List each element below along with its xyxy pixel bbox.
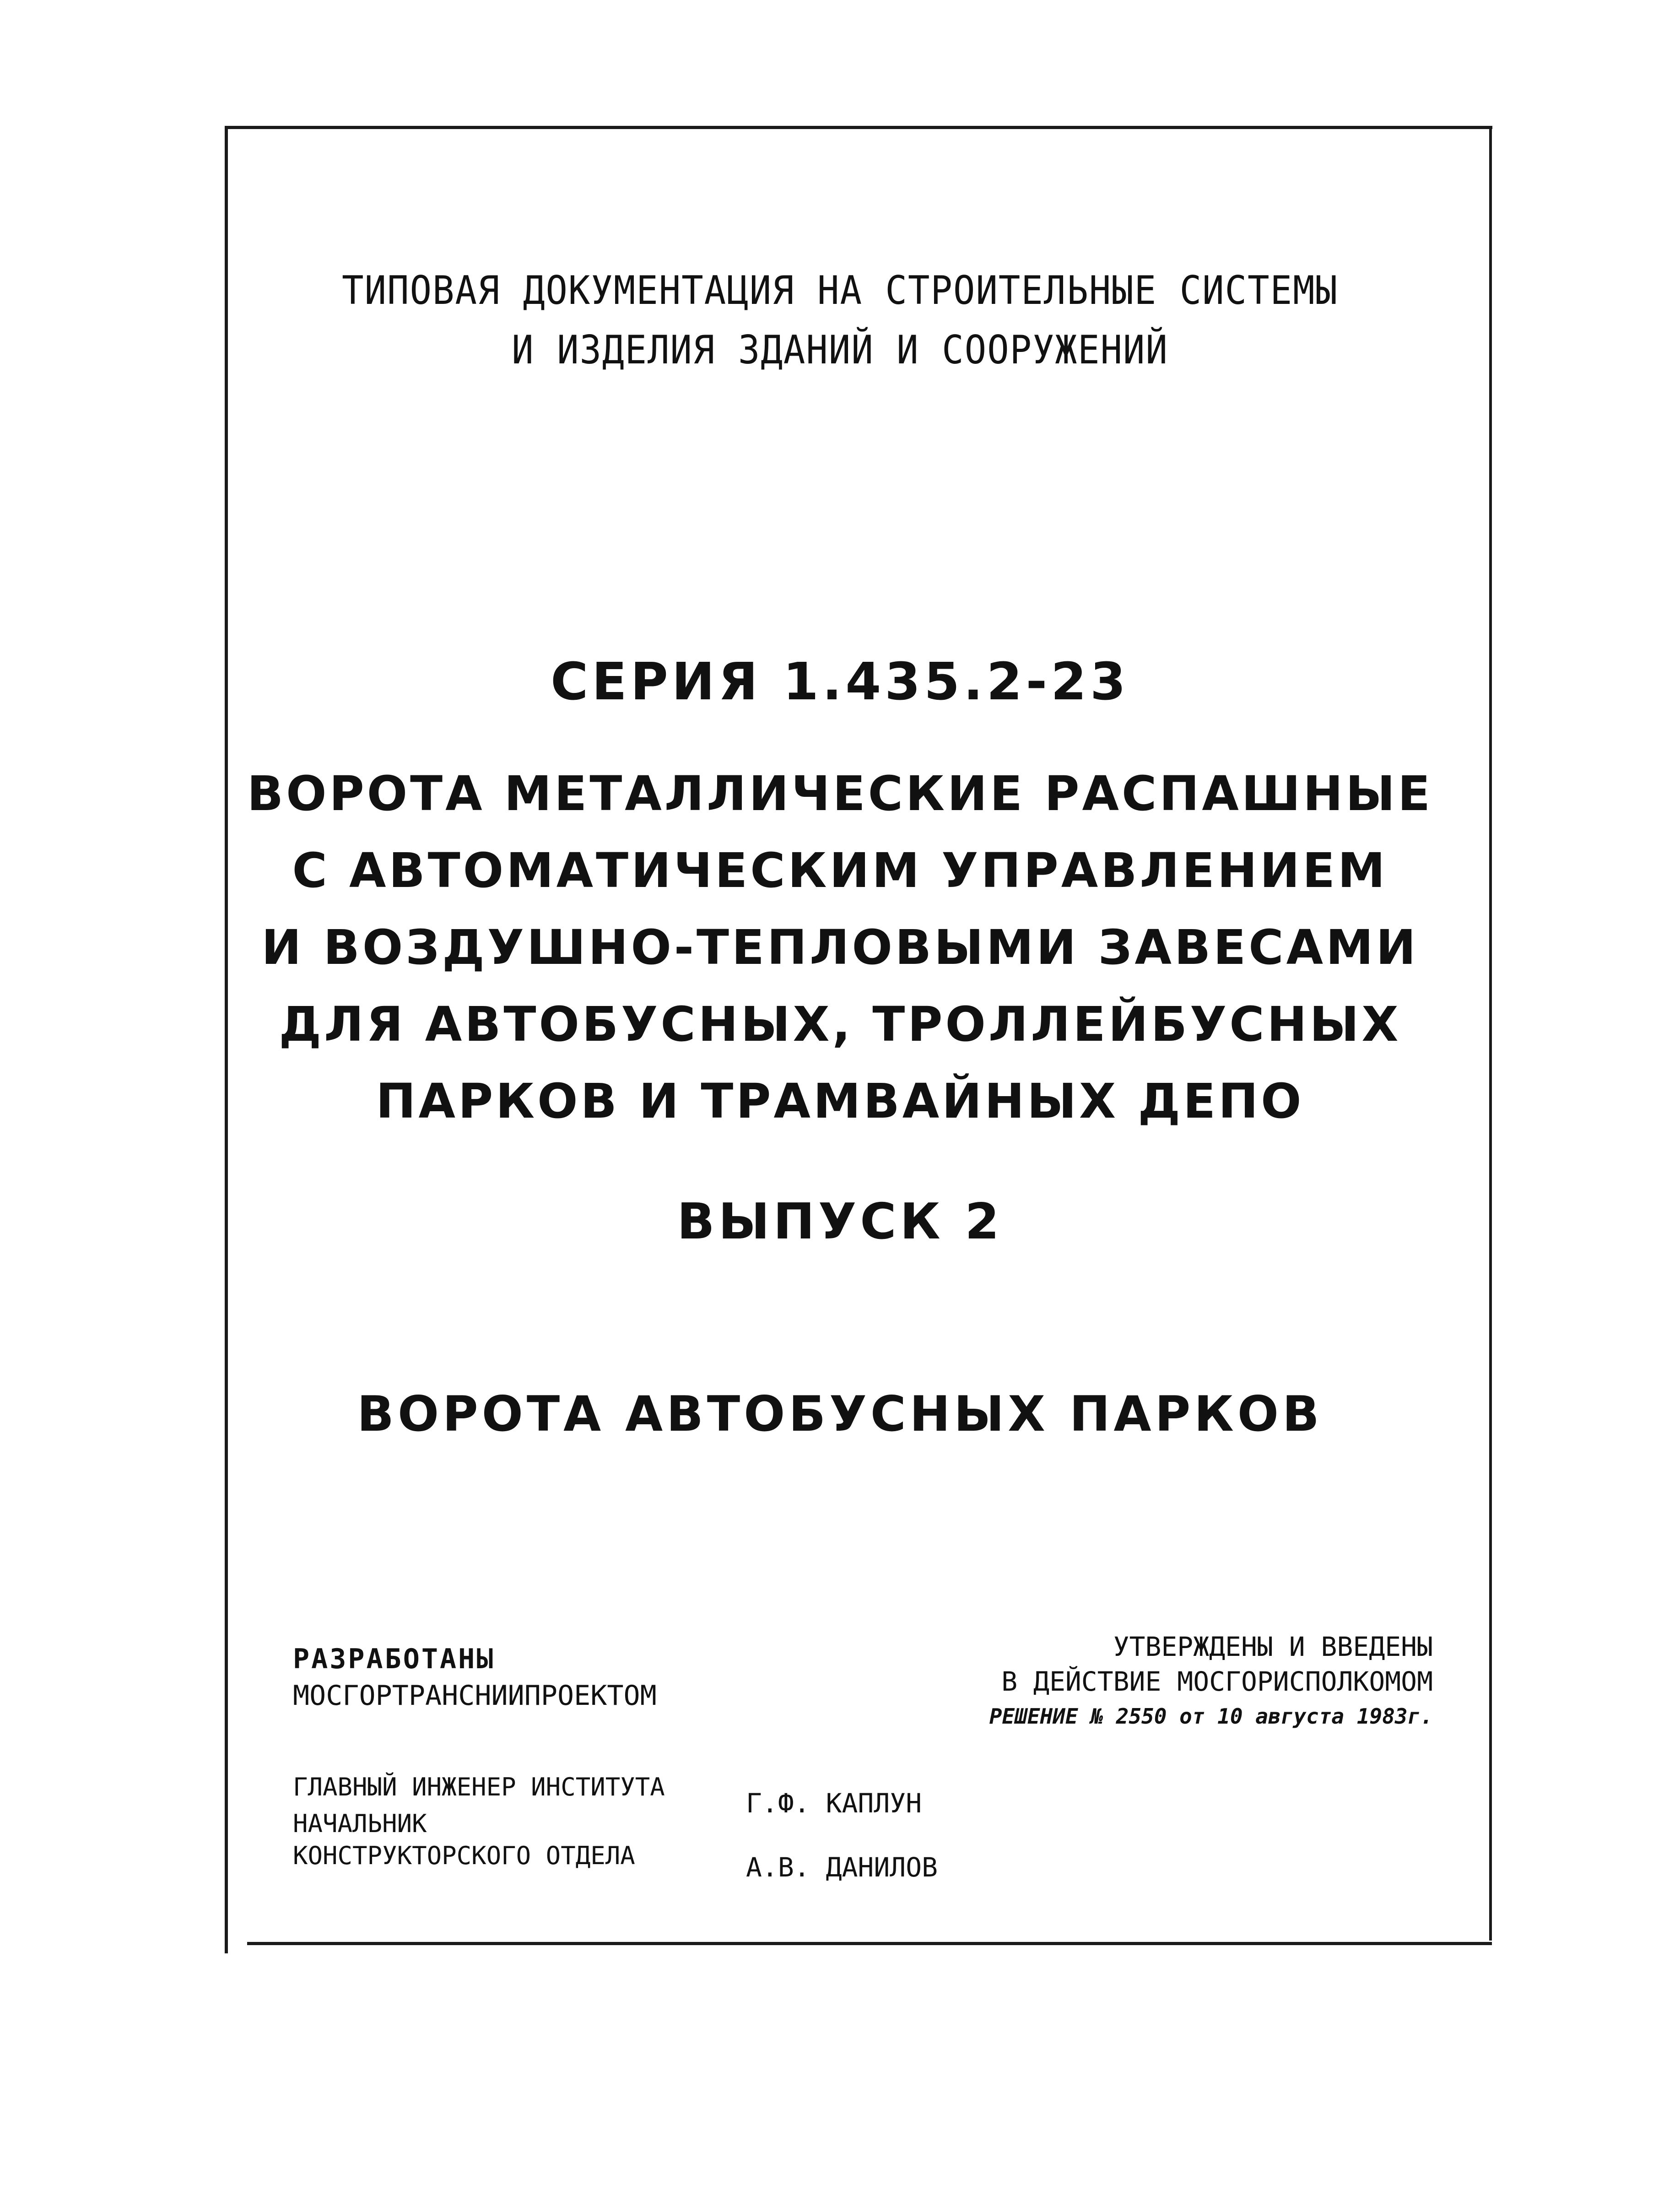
role-head-label: НАЧАЛЬНИК: [293, 1809, 427, 1838]
developed-by: [293, 1641, 657, 1714]
approval-block: [989, 1629, 1433, 1734]
title-line-2: С АВТОМАТИЧЕСКИМ УПРАВЛЕНИЕМ: [292, 843, 1388, 898]
frame-top-border: [225, 126, 1492, 129]
approval-line-2: В ДЕЙСТВИЕ МОСГОРИСПОЛКОМОМ: [1001, 1666, 1433, 1697]
name-dept-head: А.В. ДАНИЛОВ: [746, 1852, 938, 1883]
title-line-3: И ВОЗДУШНО-ТЕПЛОВЫМИ ЗАВЕСАМИ: [261, 919, 1419, 975]
name-chief-engineer: Г.Ф. КАПЛУН: [746, 1788, 922, 1819]
developed-label: РАЗРАБОТАНЫ: [293, 1643, 495, 1675]
header-line-1: ТИПОВАЯ ДОКУМЕНТАЦИЯ НА СТРОИТЕЛЬНЫЕ СИСТЕМЫ: [342, 268, 1338, 314]
approval-line-1: УТВЕРЖДЕНЫ И ВВЕДЕНЫ: [1113, 1631, 1433, 1662]
role-design-dept: КОНСТРУКТОРСКОГО ОТДЕЛА: [293, 1841, 635, 1870]
title-line-4: ДЛЯ АВТОБУСНЫХ, ТРОЛЛЕЙБУСНЫХ: [279, 996, 1401, 1052]
title-line-5: ПАРКОВ И ТРАМВАЙНЫХ ДЕПО: [376, 1073, 1304, 1129]
developer-org: МОСГОРТРАНСНИИПРОЕКТОМ: [293, 1680, 657, 1712]
document-title: [0, 755, 1680, 1140]
signature-names: [746, 1771, 938, 1899]
header-line-2: И ИЗДЕЛИЯ ЗДАНИЙ И СООРУЖЕНИЙ: [512, 327, 1168, 373]
issue-number: ВЫПУСК 2: [677, 1193, 1003, 1250]
document-subtitle: ВОРОТА АВТОБУСНЫХ ПАРКОВ: [357, 1386, 1323, 1442]
document-header: [67, 261, 1613, 380]
approval-decision: РЕШЕНИЕ № 2550 от 10 августа 1983г.: [989, 1704, 1433, 1729]
frame-bottom-border: [247, 1942, 1492, 1945]
signature-roles: [293, 1771, 665, 1872]
title-line-1: ВОРОТА МЕТАЛЛИЧЕСКИЕ РАСПАШНЫЕ: [247, 766, 1433, 822]
series-number: СЕРИЯ 1.435.2-23: [551, 652, 1129, 712]
role-chief-engineer: ГЛАВНЫЙ ИНЖЕНЕР ИНСТИТУТА: [293, 1773, 665, 1801]
